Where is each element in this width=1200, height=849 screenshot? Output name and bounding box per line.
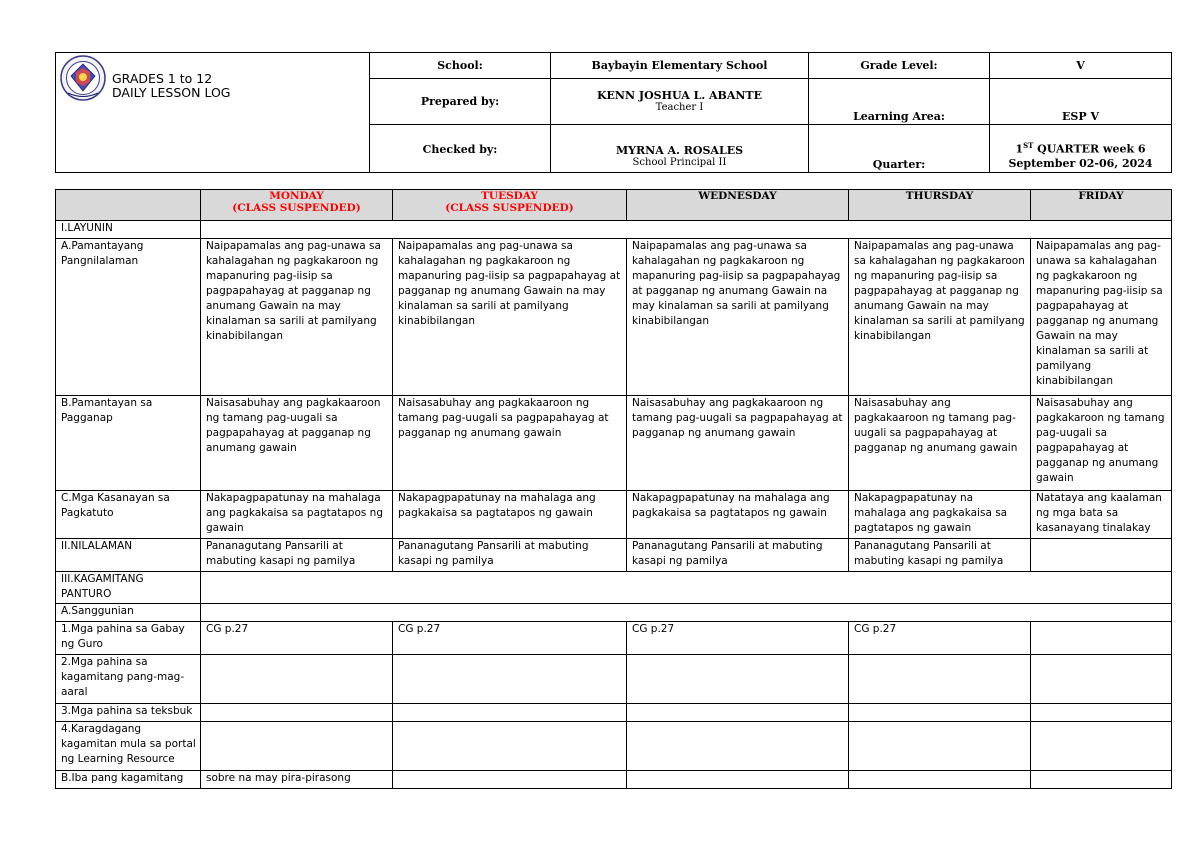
cell-friday (1031, 539, 1172, 572)
doc-title-line2: DAILY LESSON LOG (112, 85, 231, 100)
cell-thursday: CG p.27 (849, 622, 1031, 655)
row-label-gabay-guro: 1.Mga pahina sa Gabay ng Guro (56, 622, 201, 655)
day-note: (CLASS SUSPENDED) (445, 202, 574, 214)
cell-monday: Pananagutang Pansarili at mabuting kasapi ng pamilya (201, 539, 393, 572)
quarter-value-cell (990, 125, 1172, 173)
prepared-by-role: Teacher I (655, 102, 704, 113)
cell-monday: sobre na may pira-pirasong (201, 771, 393, 789)
day-header-row (56, 190, 1172, 221)
cell-monday (201, 704, 393, 722)
cell-wednesday: CG p.27 (627, 622, 849, 655)
cell-wednesday (627, 655, 849, 704)
sanggunian-row (56, 604, 1172, 622)
kagamitang-empty-cell (201, 572, 1172, 604)
quarter-label: Quarter: (872, 158, 926, 171)
cell-tuesday: Nakapagpapatunay na mahalaga ang pagkakaisa sa pagtatapos ng gawain (393, 491, 627, 539)
quarter-value: 1ST QUARTER week 6 September 02-06, 2024 (1008, 141, 1153, 170)
cell-friday (1031, 622, 1172, 655)
cell-friday (1031, 771, 1172, 789)
prepared-by-label: Prepared by: (370, 79, 551, 125)
row-label-kasanayan: C.Mga Kasanayan sa Pagkatuto (56, 491, 201, 539)
row-label-pamantayan-pagganap: B.Pamantayan sa Pagganap (56, 396, 201, 491)
grade-level-value: V (990, 53, 1172, 79)
row-label-karagdagang-kagamitan: 4.Karagdagang kagamitan mula sa portal ng Learning Resource (56, 722, 201, 771)
cell-thursday (849, 704, 1031, 722)
cell-monday (201, 655, 393, 704)
day-name: FRIDAY (1078, 190, 1124, 202)
cell-tuesday: Naisasabuhay ang pagkakaaroon ng tamang pag-uugali sa pagpapahayag at pagganap ng anumang gawain (393, 396, 627, 491)
day-name: THURSDAY (905, 190, 974, 202)
learning-area-label: Learning Area: (853, 110, 945, 123)
day-header-friday (1031, 190, 1172, 221)
layunin-row (56, 221, 1172, 239)
cell-monday (201, 722, 393, 771)
cell-thursday: Naisasabuhay ang pagkakaaroon ng tamang pag-uugali sa pagpapahayag at pagganap ng anumang gawain (849, 396, 1031, 491)
day-name: WEDNESDAY (698, 190, 777, 202)
quarter-label-cell (809, 125, 990, 173)
row-label-iba-pang-kagamitang: B.Iba pang kagamitang (56, 771, 201, 789)
grade-level-label: Grade Level: (809, 53, 990, 79)
karagdagang-kagamitan-row (56, 722, 1172, 771)
cell-wednesday: Nakapagpapatunay na mahalaga ang pagkakaisa sa pagtatapos ng gawain (627, 491, 849, 539)
checked-by-label: Checked by: (370, 125, 551, 173)
row-label-sanggunian: A.Sanggunian (56, 604, 201, 622)
cell-tuesday: Naipapamalas ang pag-unawa sa kahalagahan ng pagkakaroon ng mapanuring pag-iisip sa pagpapahayag at pagganap ng anumang Gawain na may kinalaman sa sarili at pamilyang kinabibilangan (393, 239, 627, 396)
kasanayan-row (56, 491, 1172, 539)
cell-tuesday (393, 722, 627, 771)
cell-tuesday: CG p.27 (393, 622, 627, 655)
lesson-log-table (55, 189, 1172, 789)
cell-wednesday (627, 771, 849, 789)
cell-thursday: Naipapamalas ang pag-unawa sa kahalagahan ng pagkakaroon ng mapanuring pag-iisip sa pagpapahayag at pagganap ng anumang Gawain na may kinalaman sa sarili at pamilyang kinabibilangan (849, 239, 1031, 396)
teksbuk-row (56, 704, 1172, 722)
logo-title-cell (56, 53, 370, 173)
cell-thursday (849, 771, 1031, 789)
checked-by-role: School Principal II (632, 157, 727, 168)
learning-area-value: ESP V (1062, 110, 1099, 123)
cell-tuesday: Pananagutang Pansarili at mabuting kasapi ng pamilya (393, 539, 627, 572)
learning-area-label-cell (809, 79, 990, 125)
nilalaman-row (56, 539, 1172, 572)
cell-wednesday (627, 722, 849, 771)
day-header-thursday (849, 190, 1031, 221)
cell-friday: Natataya ang kaalaman ng mga bata sa kasanayang tinalakay (1031, 491, 1172, 539)
prepared-by-name: KENN JOSHUA L. ABANTE (596, 89, 762, 102)
row-label-nilalaman: II.NILALAMAN (56, 539, 201, 572)
row-label-pamantayang-pangnilalaman: A.Pamantayang Pangnilalaman (56, 239, 201, 396)
pamantayan-pagganap-row (56, 396, 1172, 491)
iba-pang-kagamitang-row (56, 771, 1172, 789)
checked-by-name: MYRNA A. ROSALES (615, 144, 744, 157)
cell-tuesday (393, 655, 627, 704)
checked-by-value (551, 125, 809, 173)
doc-title (112, 72, 231, 100)
learning-area-value-cell (990, 79, 1172, 125)
kagamitang-panturo-row (56, 572, 1172, 604)
kagamitang-mag-aaral-row (56, 655, 1172, 704)
deped-seal-icon (60, 55, 106, 101)
cell-thursday (849, 655, 1031, 704)
cell-friday (1031, 722, 1172, 771)
cell-wednesday: Pananagutang Pansarili at mabuting kasapi ng pamilya (627, 539, 849, 572)
day-name: TUESDAY (481, 190, 538, 202)
pamantayang-pangnilalaman-row (56, 239, 1172, 396)
school-value: Baybayin Elementary School (551, 53, 809, 79)
corner-cell (56, 190, 201, 221)
cell-friday: Naisasabuhay ang pagkakaroon ng tamang pag-uugali sa pagpapahayag at pagganap ng anumang gawain (1031, 396, 1172, 491)
sanggunian-empty-cell (201, 604, 1172, 622)
cell-thursday: Nakapagpapatunay na mahalaga ang pagkakaisa sa pagtatapos ng gawain (849, 491, 1031, 539)
day-note: (CLASS SUSPENDED) (232, 202, 361, 214)
cell-thursday: Pananagutang Pansarili at mabuting kasapi ng pamilya (849, 539, 1031, 572)
cell-thursday (849, 722, 1031, 771)
row-label-kagamitang-panturo: III.KAGAMITANG PANTURO (56, 572, 201, 604)
doc-title-line1: GRADES 1 to 12 (112, 71, 213, 86)
day-header-tuesday (393, 190, 627, 221)
row-label-layunin: I.LAYUNIN (56, 221, 201, 239)
cell-monday: Naisasabuhay ang pagkakaaroon ng tamang pag-uugali sa pagpapahayag at pagganap ng anumang gawain (201, 396, 393, 491)
cell-monday: Nakapagpapatunay na mahalaga ang pagkakaisa sa pagtatapos ng gawain (201, 491, 393, 539)
header-table (55, 52, 1172, 173)
prepared-by-value (551, 79, 809, 125)
school-label: School: (370, 53, 551, 79)
gabay-guro-row (56, 622, 1172, 655)
cell-tuesday (393, 771, 627, 789)
cell-wednesday: Naisasabuhay ang pagkakaaroon ng tamang pag-uugali sa pagpapahayag at pagganap ng anumang gawain (627, 396, 849, 491)
day-header-monday (201, 190, 393, 221)
cell-tuesday (393, 704, 627, 722)
cell-wednesday (627, 704, 849, 722)
day-name: MONDAY (269, 190, 324, 202)
cell-wednesday: Naipapamalas ang pag-unawa sa kahalagahan ng pagkakaroon ng mapanuring pag-iisip sa pagpapahayag at pagganap ng anumang Gawain na may kinalaman sa sarili at pamilyang kinabibilangan (627, 239, 849, 396)
cell-friday (1031, 704, 1172, 722)
row-label-kagamitang-mag-aaral: 2.Mga pahina sa kagamitang pang-mag-aaral (56, 655, 201, 704)
cell-friday: Naipapamalas ang pag-unawa sa kahalagahan ng pagkakaroon ng mapanuring pag-iisip sa pagpapahayag at pagganap ng anumang Gawain na may kinalaman sa sarili at pamilyang kinabibilangan (1031, 239, 1172, 396)
quarter-dates: September 02-06, 2024 (1008, 157, 1153, 170)
cell-monday: CG p.27 (201, 622, 393, 655)
layunin-empty-cell (201, 221, 1172, 239)
day-header-wednesday (627, 190, 849, 221)
row-label-teksbuk: 3.Mga pahina sa teksbuk (56, 704, 201, 722)
cell-monday: Naipapamalas ang pag-unawa sa kahalagahan ng pagkakaroon ng mapanuring pag-iisip sa pagpapahayag at pagganap ng anumang Gawain na may kinalaman sa sarili at pamilyang kinabibilangan (201, 239, 393, 396)
cell-friday (1031, 655, 1172, 704)
